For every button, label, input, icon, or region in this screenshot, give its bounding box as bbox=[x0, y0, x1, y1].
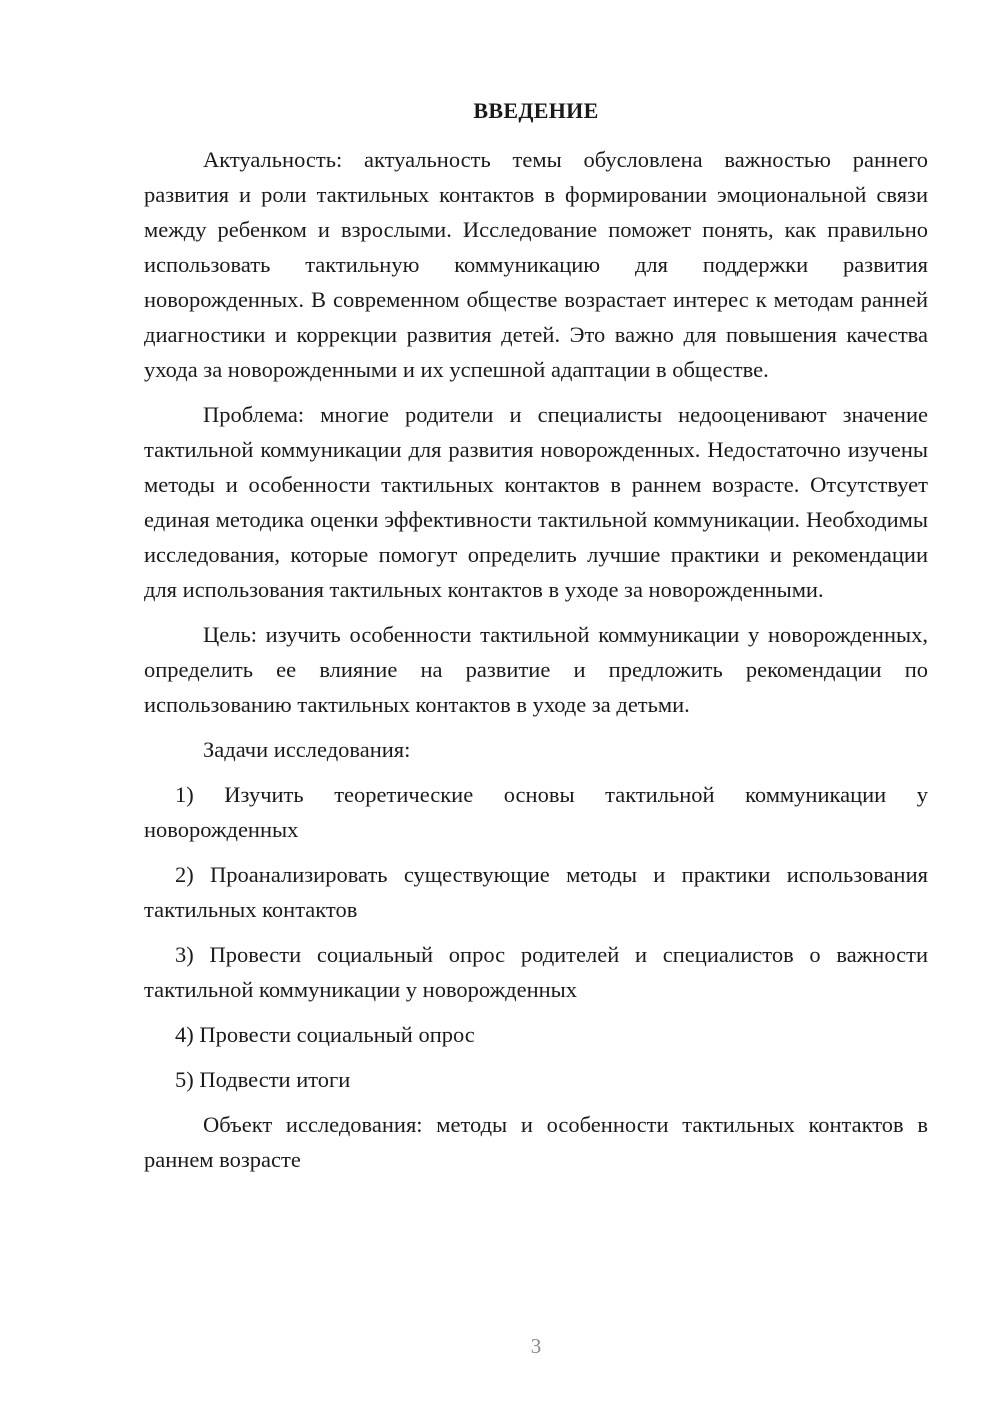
task-item: 3) Провести социальный опрос родителей и специалистов о важности тактильной коммуникации у новорожденных bbox=[144, 942, 928, 1002]
problem-paragraph: Проблема: многие родители и специалисты недооценивают значение тактильной коммуникации для развития новорожденных. Недостаточно изучены методы и особенности тактильных контактов в раннем возрасте. Отсутствует единая методика оценки эффективности тактильной коммуникации. Необходимы исследования, которые помогут определить лучшие практики и рекомендации для использования тактильных контактов в уходе за новорожденными. bbox=[144, 402, 928, 602]
document-body bbox=[144, 142, 928, 1187]
task-item: 5) Подвести итоги bbox=[175, 1067, 351, 1092]
goal-paragraph: Цель: изучить особенности тактильной коммуникации у новорожденных, определить ее влияние на развитие и предложить рекомендации по использованию тактильных контактов в уходе за детьми. bbox=[144, 622, 928, 717]
task-item: 2) Проанализировать существующие методы и практики использования тактильных контактов bbox=[144, 862, 928, 922]
document-title: ВВЕДЕНИЕ bbox=[473, 98, 599, 123]
tasks-heading: Задачи исследования: bbox=[203, 737, 411, 762]
relevance-paragraph: Актуальность: актуальность темы обусловлена важностью раннего развития и роли тактильных контактов в формировании эмоциональной связи между ребенком и взрослыми. Исследование поможет понять, как правильно использовать тактильную коммуникацию для поддержки развития новорожденных. В современном обществе возрастает интерес к методам ранней диагностики и коррекции развития детей. Это важно для повышения качества ухода за новорожденными и их успешной адаптации в обществе. bbox=[144, 147, 928, 382]
page-number: 3 bbox=[530, 1334, 542, 1358]
task-item: 4) Провести социальный опрос bbox=[175, 1022, 475, 1047]
object-paragraph: Объект исследования: методы и особенности тактильных контактов в раннем возрасте bbox=[144, 1112, 928, 1172]
task-item: 1) Изучить теоретические основы тактильной коммуникации у новорожденных bbox=[144, 782, 928, 842]
